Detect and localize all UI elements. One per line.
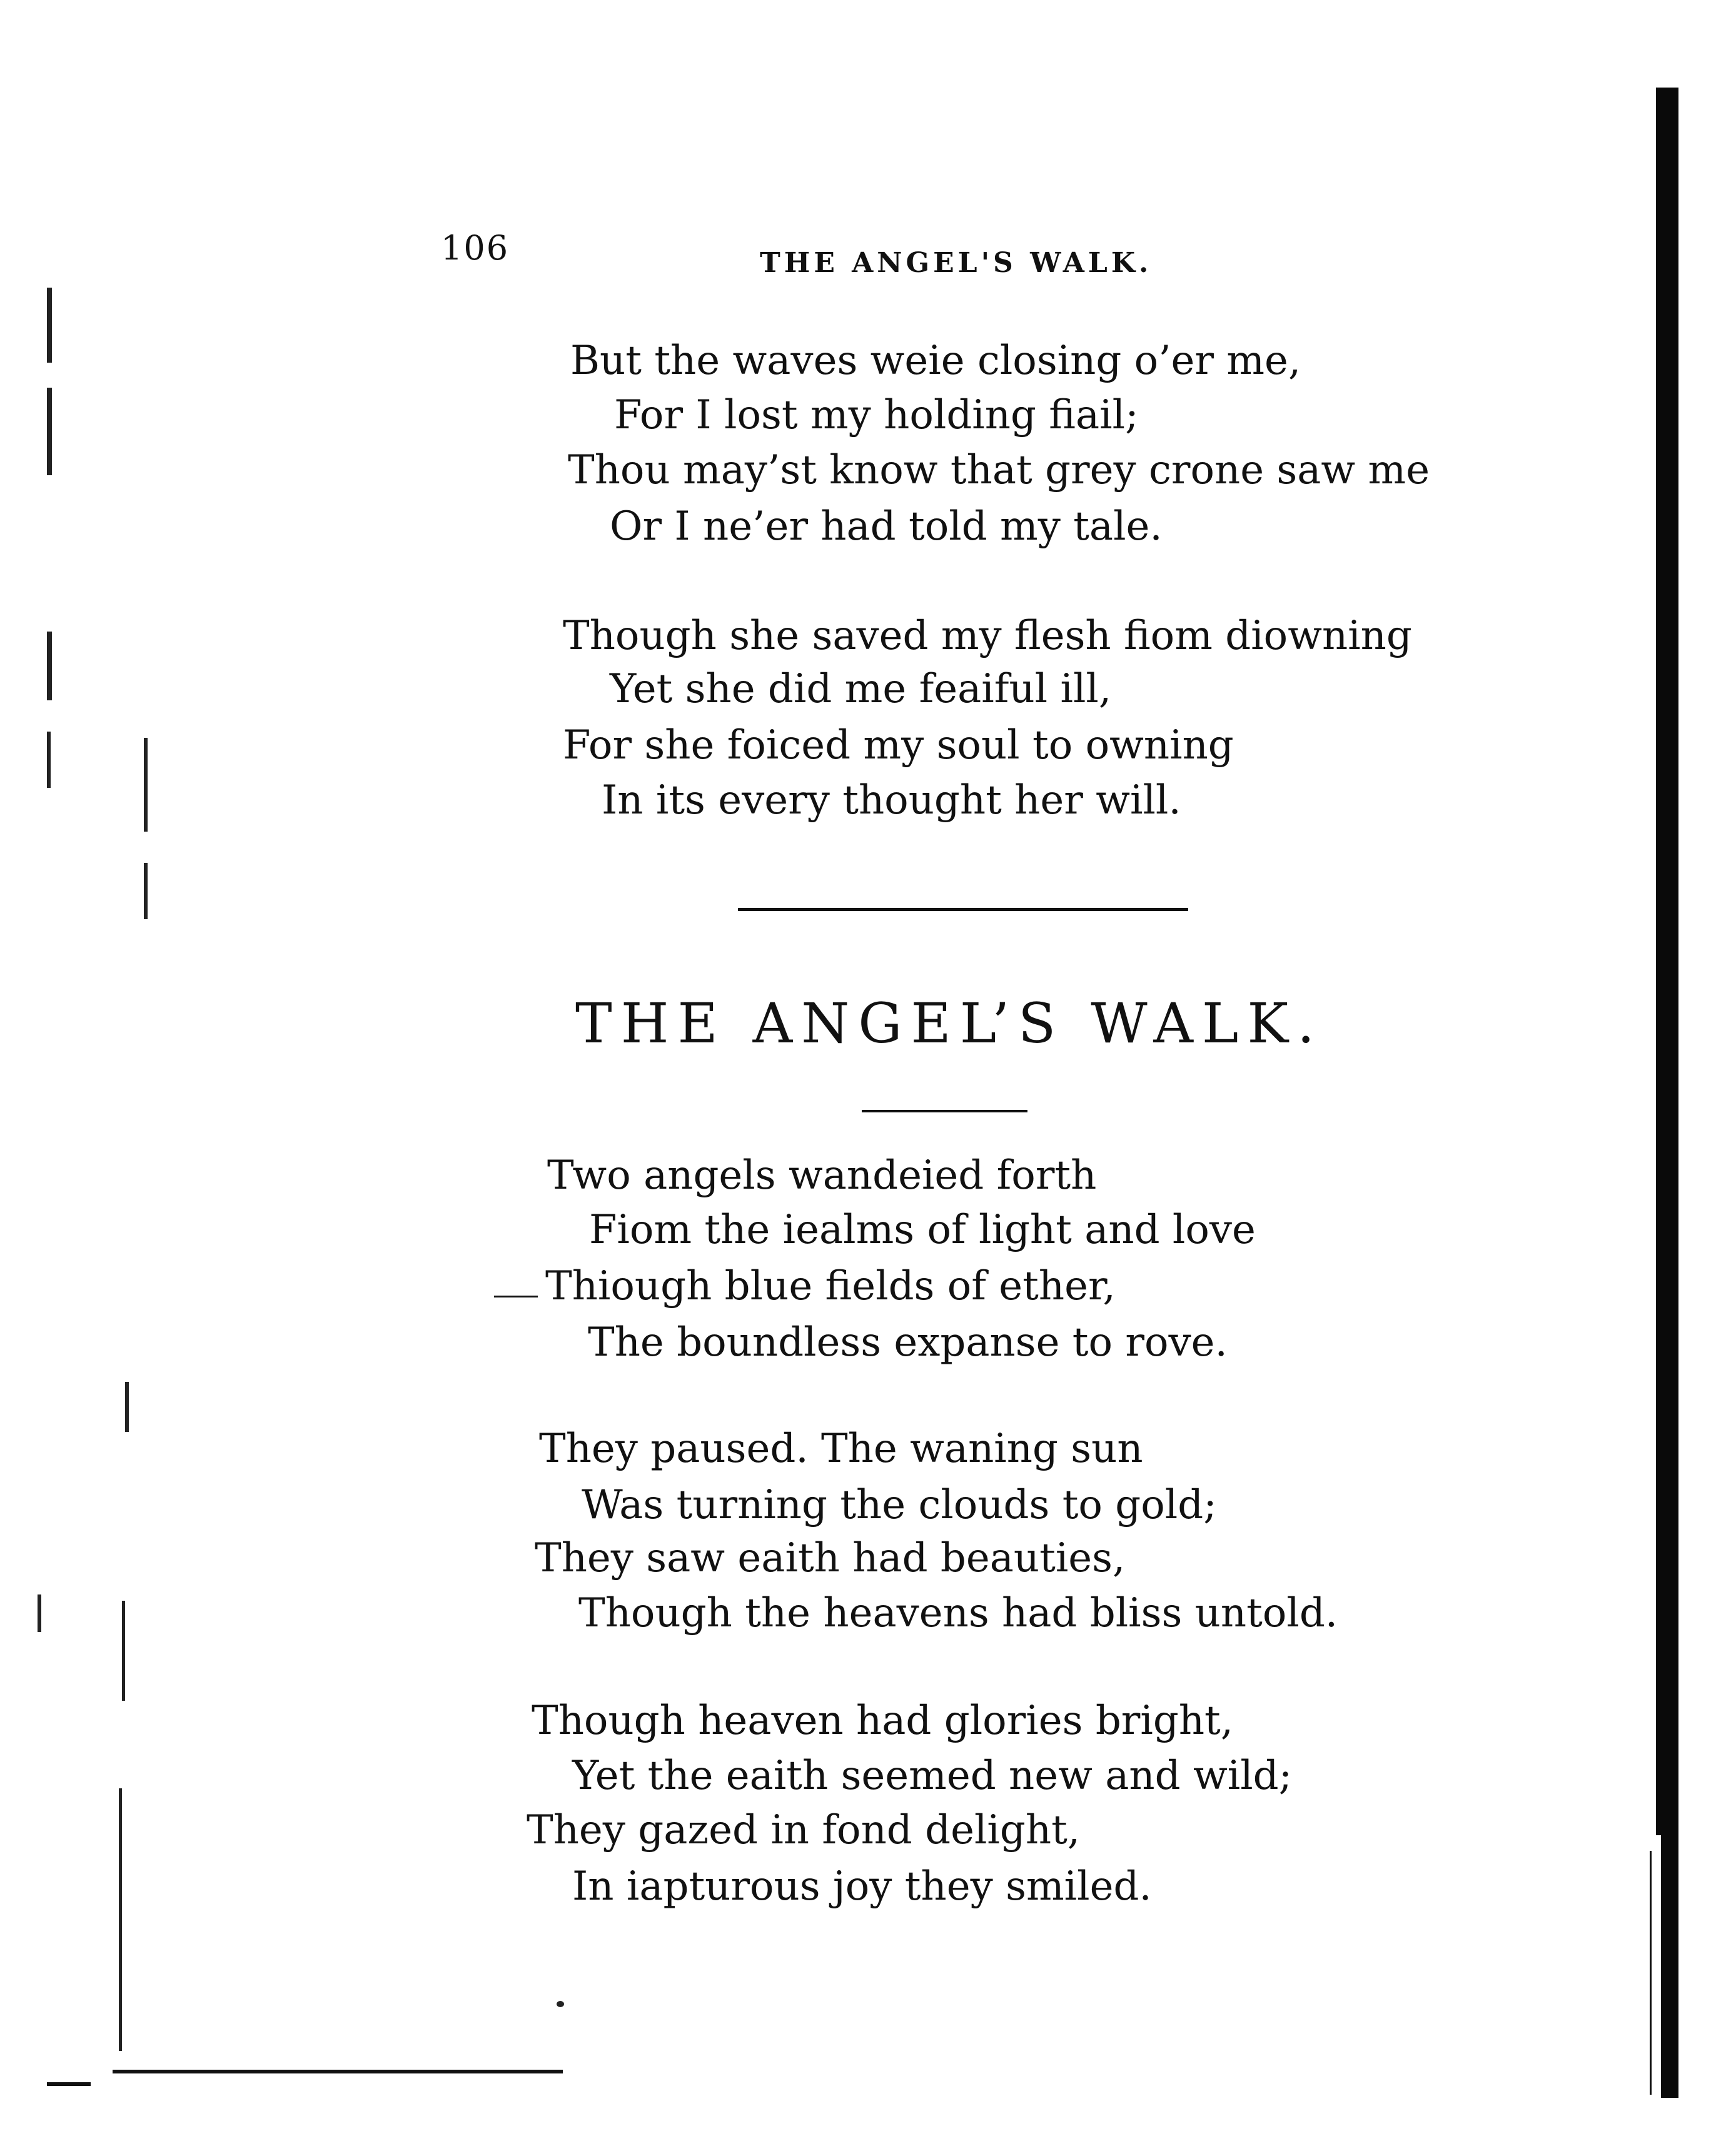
page-edge-shadow [1656, 88, 1678, 1835]
verse-line: Thou may’st know that grey crone saw me [568, 447, 1430, 493]
verse-line: Though the heavens had bliss untold. [578, 1590, 1338, 1636]
verse-line: Though heaven had glories bright, [532, 1698, 1234, 1744]
verse-line: They paused. The waning sun [539, 1426, 1143, 1472]
title-underline [862, 1110, 1027, 1112]
verse-line: Yet she did me feaiful ill, [610, 666, 1112, 712]
verse-line: In its every thought her will. [602, 777, 1181, 824]
verse-line: Though she saved my flesh fiom diowning [563, 613, 1412, 659]
verse-line: They gazed in fond delight, [527, 1807, 1081, 1853]
bottom-rule [113, 2070, 563, 2073]
verse-line: Two angels wandeied forth [547, 1152, 1097, 1199]
poem-title: THE ANGEL’S WALK. [575, 991, 1324, 1055]
verse-line: The boundless expanse to rove. [588, 1319, 1228, 1366]
page-edge-line [1650, 1851, 1652, 2095]
verse-line: But the waves weie closing o’er me, [570, 338, 1301, 384]
verse-line: Yet the eaith seemed new and wild; [572, 1753, 1293, 1799]
margin-mark [494, 1296, 538, 1297]
running-head: THE ANGEL'S WALK. [760, 247, 1153, 279]
verse-line: Thiough blue fields of ether, [545, 1263, 1116, 1309]
verse-line: In iapturous joy they smiled. [572, 1863, 1152, 1910]
verse-line: Or I ne’er had told my tale. [610, 503, 1163, 550]
page-edge-shadow-lower [1661, 1835, 1678, 2098]
verse-line: They saw eaith had beauties, [535, 1535, 1126, 1581]
page-number: 106 [441, 228, 510, 268]
bottom-rule-left [47, 2082, 91, 2086]
verse-line: For she foiced my soul to owning [563, 722, 1234, 768]
verse-line: For I lost my holding fiail; [614, 392, 1139, 438]
verse-line: Was turning the clouds to gold; [582, 1482, 1217, 1528]
section-divider [738, 908, 1188, 911]
ink-dot [557, 2001, 564, 2007]
verse-line: Fiom the iealms of light and love [589, 1207, 1256, 1253]
